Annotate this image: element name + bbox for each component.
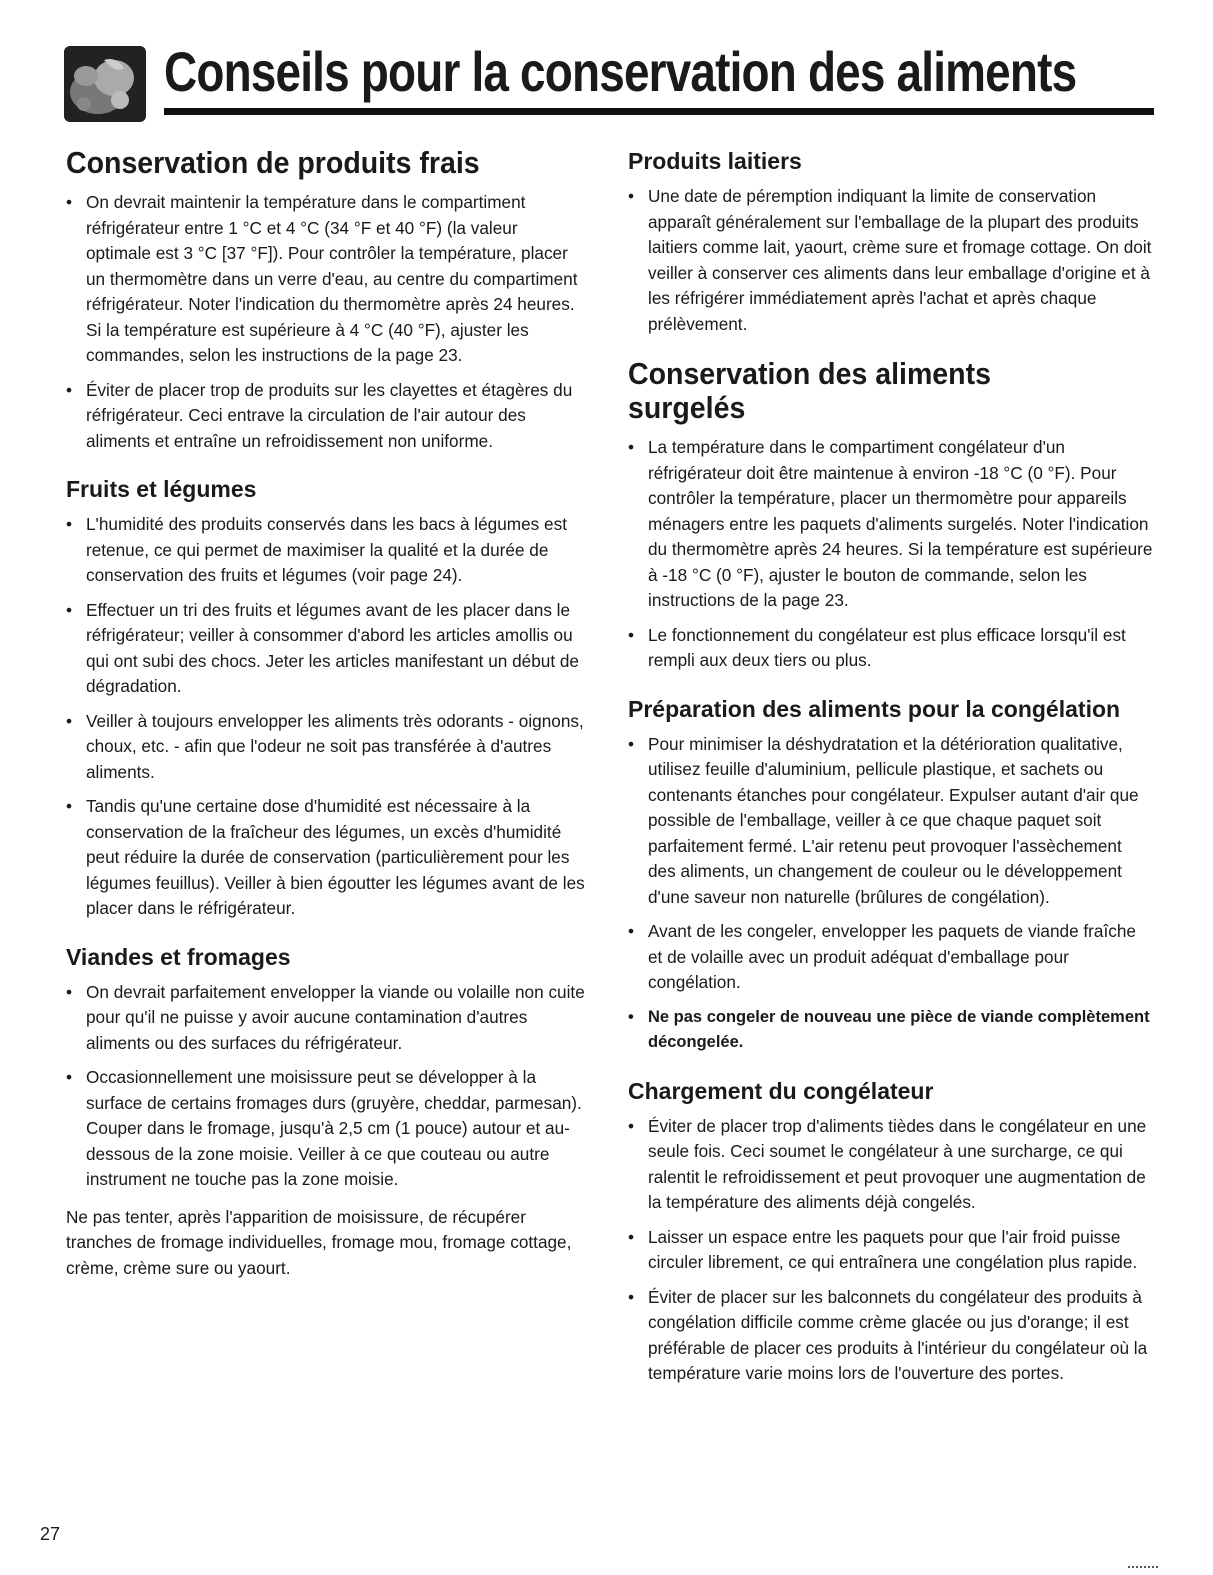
- section-fruits-vegetables: [66, 474, 586, 922]
- list-item: • Éviter de placer sur les balconnets du congélateur des produits à congélation difficile comme crème glacée ou jus d'orange; il est préférable de placer ces produits à l'intérieur du congélateur où la température varie moins lors de l'ouverture des portes.: [628, 1285, 1153, 1387]
- subsection-heading: Chargement du congélateur: [628, 1077, 934, 1104]
- subsection-heading: Viandes et fromages: [66, 943, 291, 970]
- section-meats-cheeses: [66, 942, 586, 1282]
- section-freezer-loading: [628, 1076, 1153, 1387]
- paragraph: Ne pas tenter, après l'apparition de moisissure, de récupérer tranches de fromage individuelles, fromage mou, fromage cottage, crème, crème sure ou yaourt.: [66, 1206, 572, 1278]
- bullet-list: [628, 184, 1153, 337]
- bullet-list: [66, 980, 586, 1193]
- list-item: • Pour minimiser la déshydratation et la détérioration qualitative, utilisez feuille d'aluminium, pellicule plastique, et sachets ou contenants étanches pour congélateur. Expulser autant d'air que possible de l'emballage, veiller à ce que chaque paquet soit parfaitement fermé. L'air retenu peut provoquer l'assèchement des aliments, un changement de couleur ou le développement d'une saveur non naturelle (brûlures de congélation).: [628, 732, 1153, 911]
- list-item: • Éviter de placer trop de produits sur les clayettes et étagères du réfrigérateur. Ceci entrave la circulation de l'air autour des aliments et entraîne un refroidissement non uniforme.: [66, 378, 586, 455]
- list-item: • Occasionnellement une moisissure peut se développer à la surface de certains fromages durs (gruyère, cheddar, parmesan). Couper dans le fromage, jusqu'à 2,5 cm (1 pouce) autour et au-dessous de la zone moisie. Veiller à ce que couteau ou autre instrument ne touche pas la zone moisie.: [66, 1065, 586, 1193]
- list-item: • On devrait parfaitement envelopper la viande ou volaille non cuite pour qu'il ne puisse y avoir aucune contamination d'autres aliments ou des surfaces du réfrigérateur.: [66, 980, 586, 1057]
- section-heading: Conservation de produits frais: [66, 145, 480, 180]
- section-fresh-products: [66, 146, 586, 454]
- right-column: [628, 146, 1153, 1407]
- list-item: • Une date de péremption indiquant la limite de conservation apparaît généralement sur l'emballage de la plupart des produits laitiers comme lait, yaourt, crème sure et fromage cottage. On doit veiller à conserver ces aliments dans leur emballage d'origine et à les réfrigérer immédiatement après l'achat et après chaque prélèvement.: [628, 184, 1153, 337]
- page-title: Conseils pour la conservation des aliments: [164, 40, 1077, 103]
- section-frozen-foods: [628, 357, 1153, 674]
- page-number: 27: [40, 1524, 61, 1544]
- left-column: [66, 146, 586, 1301]
- section-dairy: [628, 146, 1153, 337]
- footer-mark: [1128, 1566, 1158, 1568]
- list-item-warning: • Ne pas congeler de nouveau une pièce de viande complètement décongelée.: [628, 1005, 1153, 1056]
- bullet-list: [628, 435, 1153, 674]
- subsection-heading: Préparation des aliments pour la congélation: [628, 695, 1121, 722]
- section-freezing-prep: [628, 694, 1153, 1056]
- list-item: • Tandis qu'une certaine dose d'humidité est nécessaire à la conservation de la fraîcheur des légumes, un excès d'humidité peut réduire la durée de conservation (particulièrement pour les légumes feuillus). Veiller à bien égoutter les légumes avant de les placer dans le réfrigérateur.: [66, 794, 586, 922]
- list-item: • L'humidité des produits conservés dans les bacs à légumes est retenue, ce qui permet de maximiser la qualité et la durée de conservation des fruits et légumes (voir page 24).: [66, 512, 586, 589]
- list-item: • Laisser un espace entre les paquets pour que l'air froid puisse circuler librement, ce qui entraînera une congélation plus rapide.: [628, 1225, 1153, 1276]
- list-item: • Veiller à toujours envelopper les aliments très odorants - oignons, choux, etc. - afin que l'odeur ne soit pas transférée à d'autres aliments.: [66, 709, 586, 786]
- bullet-list: [628, 1114, 1153, 1387]
- list-item: • Effectuer un tri des fruits et légumes avant de les placer dans le réfrigérateur; veiller à consommer d'abord les articles amollis ou qui ont subi des chocs. Jeter les articles manifestant un début de dégradation.: [66, 598, 586, 700]
- page-header: [64, 38, 1094, 120]
- list-item: • Avant de les congeler, envelopper les paquets de viande fraîche et de volaille avec un produit adéquat d'emballage pour congélation.: [628, 919, 1153, 996]
- bullet-list: [66, 512, 586, 922]
- section-heading: Conservation des aliments surgelés: [628, 356, 991, 425]
- subsection-heading: Produits laitiers: [628, 148, 802, 174]
- bullet-list: [628, 732, 1153, 1056]
- list-item: • Éviter de placer trop d'aliments tièdes dans le congélateur en une seule fois. Ceci soumet le congélateur à une surcharge, ce qui ralentit le refroidissement et peut provoquer une augmentation de la température des aliments déjà congelés.: [628, 1114, 1153, 1216]
- subsection-heading: Fruits et légumes: [66, 476, 257, 502]
- title-rule: [164, 108, 1154, 115]
- list-item: • La température dans le compartiment congélateur d'un réfrigérateur doit être maintenue à environ -18 °C (0 °F). Pour contrôler la température, placer un thermomètre pour appareils ménagers entre les paquets d'aliments surgelés. Noter l'indication du thermomètre après 24 heures. Si la température est supérieure à -18 °C (0 °F), ajuster le bouton de commande, selon les instructions de la page 23.: [628, 435, 1153, 614]
- list-item: • On devrait maintenir la température dans le compartiment réfrigérateur entre 1 °C et 4 °C (34 °F et 40 °F) (la valeur optimale est 3 °C [37 °F]). Pour contrôler la température, placer un thermomètre dans un verre d'eau, au centre du compartiment réfrigérateur. Noter l'indication du thermomètre après 24 heures. Si la température est supérieure à 4 °C (40 °F), ajuster les commandes, selon les instructions de la page 23.: [66, 190, 586, 369]
- list-item: • Le fonctionnement du congélateur est plus efficace lorsqu'il est rempli aux deux tiers ou plus.: [628, 623, 1153, 674]
- food-basket-icon: [64, 46, 146, 122]
- bullet-list: [66, 190, 586, 454]
